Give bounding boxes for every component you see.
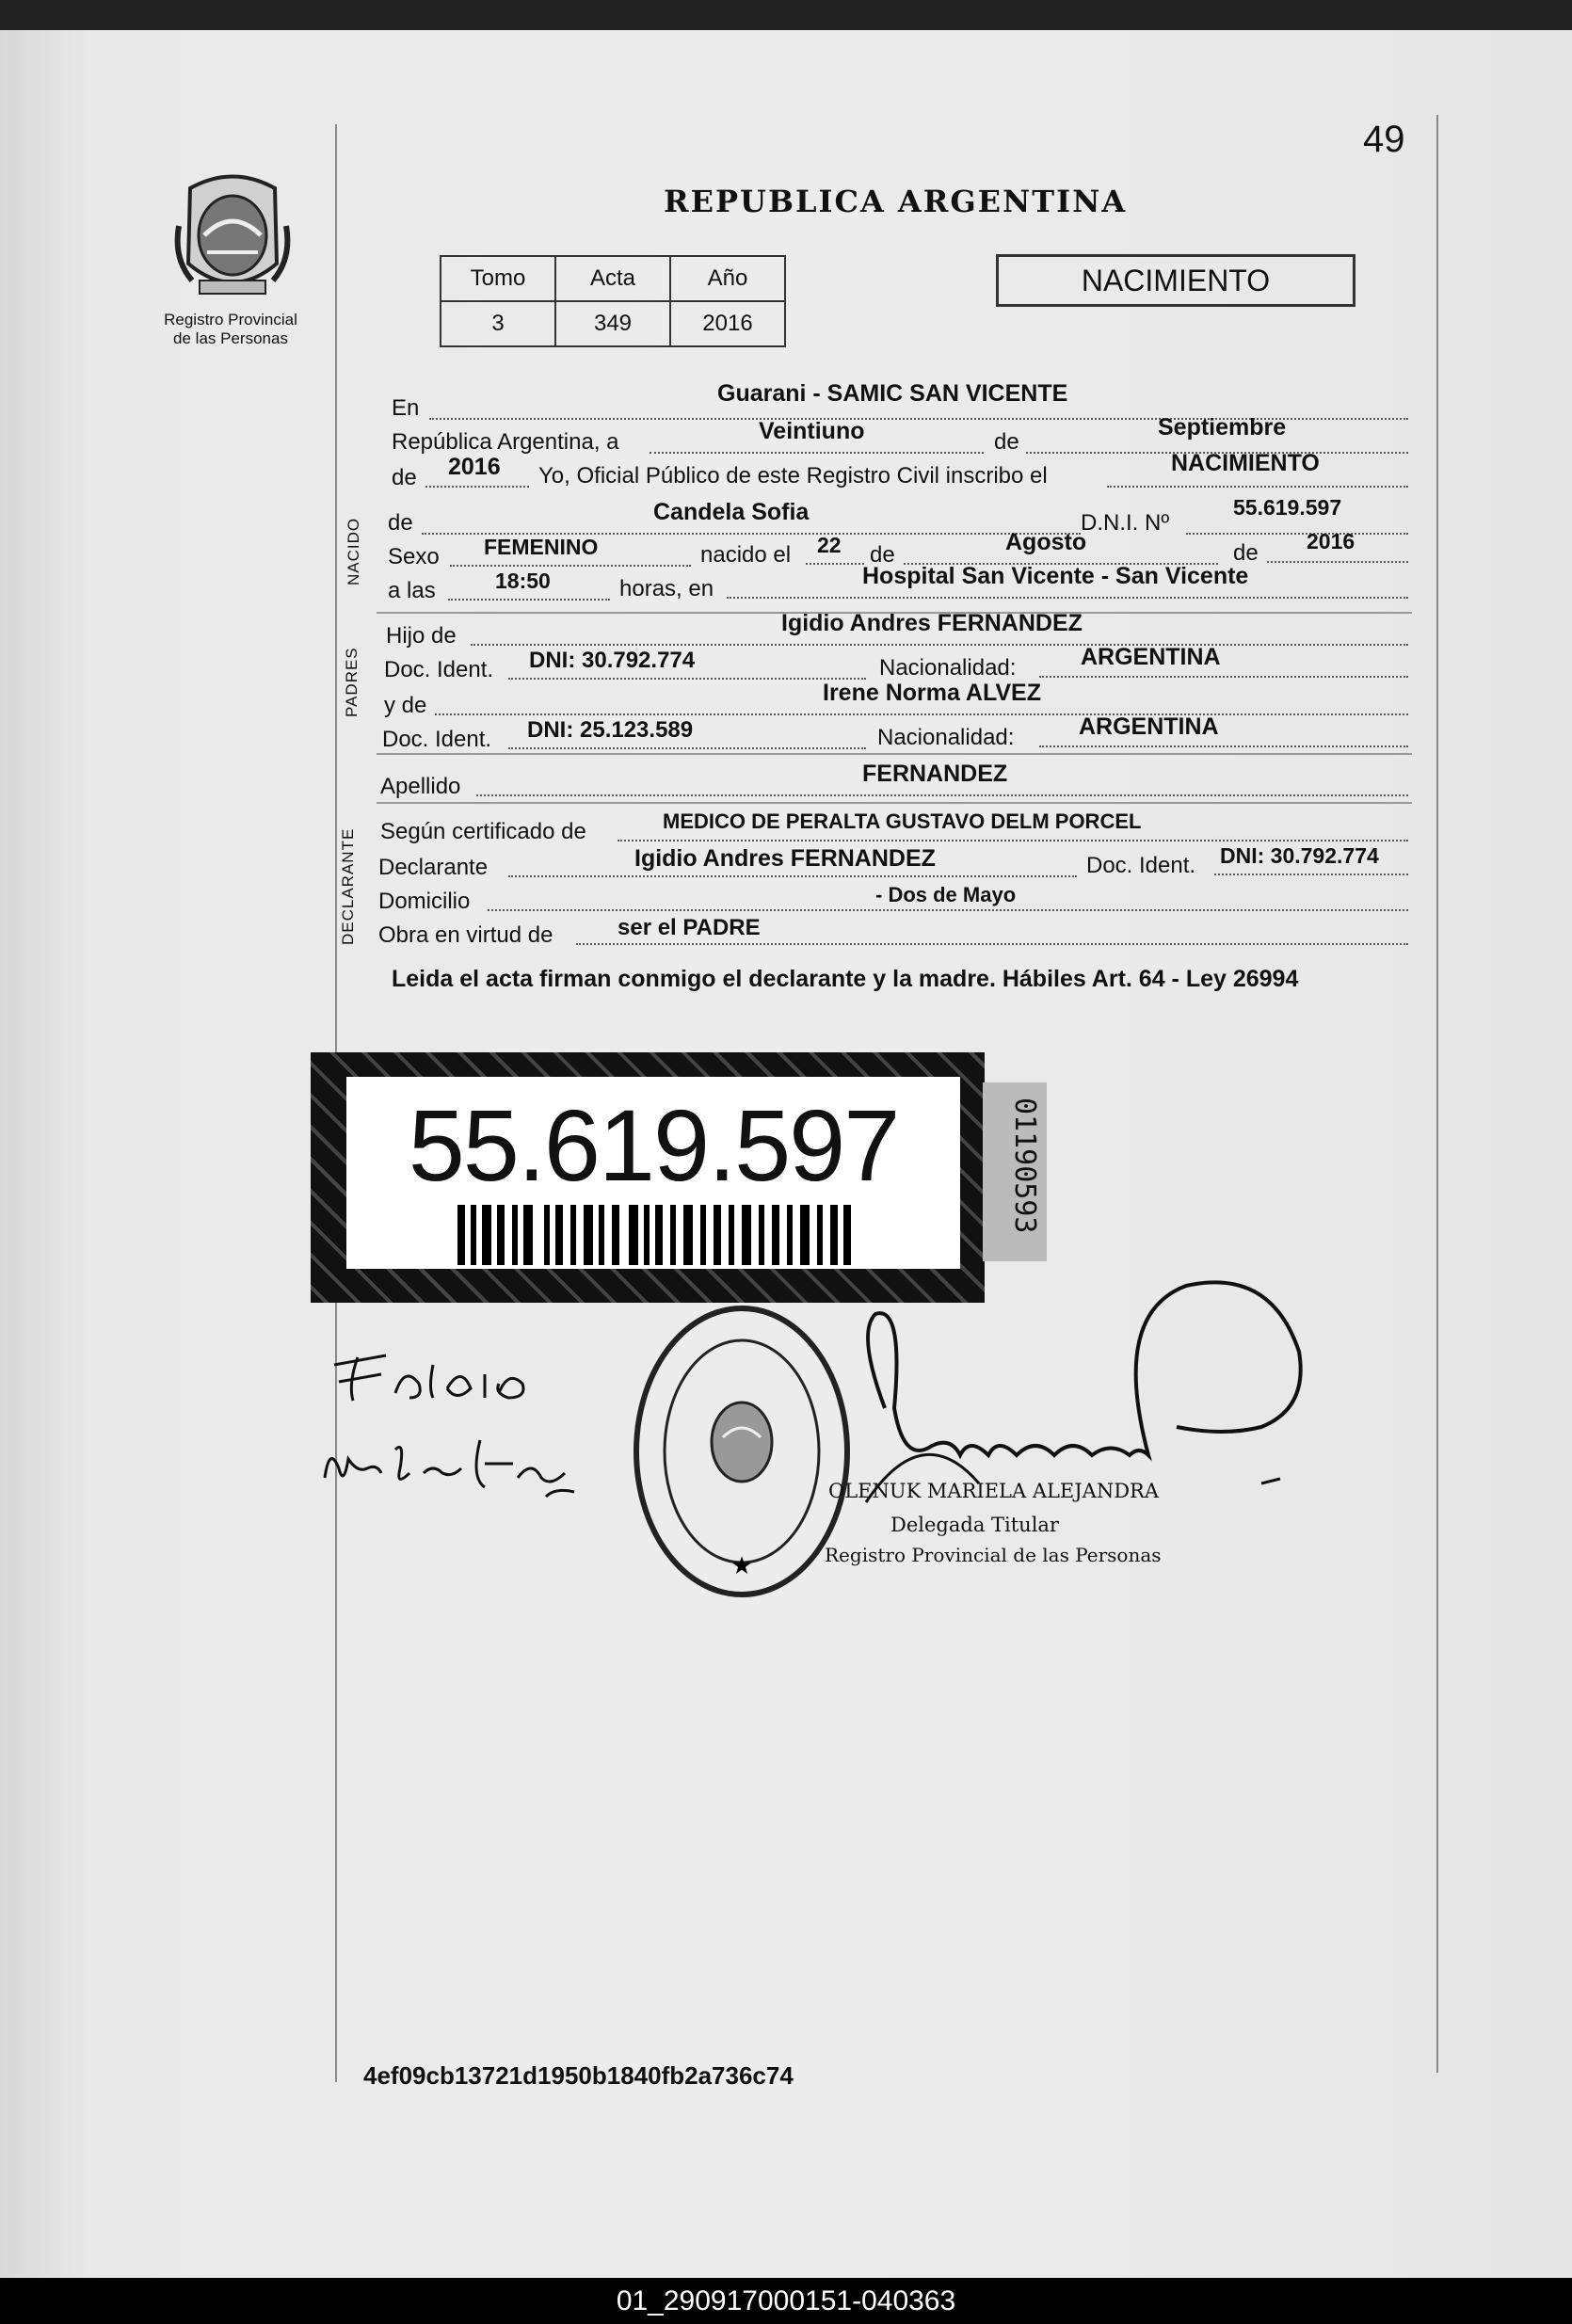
label-dni: D.N.I. Nº [1081,510,1170,536]
field-line [1039,676,1408,678]
barcode-bars-icon [457,1205,853,1265]
value-madre-nac: ARGENTINA [1079,713,1219,740]
value-tomo: 3 [441,301,555,346]
header-acta: Acta [555,256,670,301]
label-doc-madre: Doc. Ident. [382,727,492,752]
field-line [806,563,864,565]
label-a-las: a las [388,578,436,603]
field-line [471,644,1408,646]
label-domicilio: Domicilio [378,889,471,914]
page-number: 49 [1363,119,1405,160]
section-divider [377,802,1412,804]
field-line [576,943,1408,945]
label-y-de: y de [384,693,427,718]
label-en: En [392,395,420,421]
side-label-padres: PADRES [343,647,361,717]
label-de: de [392,465,417,490]
value-nac-mes: Agosto [1005,529,1087,555]
section-divider [377,753,1412,755]
barcode-dni-number: 55.619.597 [408,1088,899,1202]
label-horas-en: horas, en [619,576,714,601]
field-line [508,875,1077,877]
value-acta: 349 [555,301,670,346]
caption-line-1: Registro Provincial [164,311,297,329]
field-line [1186,533,1408,535]
label-segun: Según certificado de [380,819,586,844]
official-office: Registro Provincial de las Personas [825,1544,1162,1566]
value-padre-doc: DNI: 30.792.774 [529,648,696,673]
field-line [727,597,1408,599]
value-nombre: Candela Sofia [653,499,810,525]
value-madre: Irene Norma ALVEZ [823,680,1041,706]
header-tomo: Tomo [441,256,555,301]
official-role: Delegada Titular [890,1514,1059,1536]
mother-signature-icon [320,1431,584,1506]
field-line [1267,561,1408,563]
label-de: de [994,429,1019,455]
value-sexo: FEMENINO [484,535,599,559]
value-nac-dia: 22 [817,533,842,557]
label-doc-padre: Doc. Ident. [384,657,494,682]
label-sexo: Sexo [388,544,440,569]
field-line [1039,745,1408,747]
scan-top-border [0,0,1572,30]
value-apellido: FERNANDEZ [862,761,1008,787]
field-line [508,678,866,680]
side-label-nacido: NACIDO [345,517,362,585]
label-nacido-el: nacido el [700,542,792,568]
document-hash: 4ef09cb13721d1950b1840fb2a736c74 [363,2061,794,2090]
label-declarante: Declarante [378,855,489,880]
field-line [448,599,610,601]
value-lugar-nac: Hospital San Vicente - San Vicente [862,563,1249,589]
label-republica: República Argentina, a [392,429,619,455]
label-nac-madre: Nacionalidad: [877,725,1015,750]
dni-barcode-label [311,1052,985,1303]
value-padre-nac: ARGENTINA [1081,644,1221,670]
value-declarante-doc: DNI: 30.792.774 [1220,843,1379,868]
father-signature-icon [329,1346,555,1412]
label-de-nombre: de [388,510,413,536]
value-declarante: Igidio Andres FERNANDEZ [634,845,936,872]
field-line [488,909,1408,911]
field-line [425,486,529,488]
caption-line-2: de las Personas [173,329,288,347]
value-mes: Septiembre [1158,414,1287,441]
right-margin-line [1436,115,1438,2073]
field-line [1214,874,1408,875]
field-line [450,565,691,567]
value-nac-anio: 2016 [1307,529,1355,553]
closing-statement: Leida el acta firman conmigo el declarante y la madre. Hábiles Art. 64 - Ley 26994 [392,966,1299,992]
record-type-box: NACIMIENTO [996,254,1355,307]
field-line [1107,486,1408,488]
value-acto: NACIMIENTO [1171,450,1320,476]
document-title: REPUBLICA ARGENTINA [664,184,1128,219]
province-seal-icon [171,169,294,301]
value-anio: 2016 [448,454,501,480]
value-dni: 55.619.597 [1233,495,1342,520]
value-lugar: Guarani - SAMIC SAN VICENTE [717,380,1068,407]
registry-stamp-icon [631,1301,853,1602]
registry-caption [141,311,320,348]
barcode-serial: 01190593 [1008,1098,1041,1234]
label-obra: Obra en virtud de [378,922,553,948]
value-domicilio: - Dos de Mayo [875,883,1017,906]
value-dia: Veintiuno [759,418,865,444]
tomo-acta-table [440,255,786,347]
value-anio: 2016 [670,301,785,346]
side-label-declarante: DECLARANTE [339,827,357,945]
field-line [650,452,984,454]
scan-footer-id: 01_290917000151-040363 [0,2278,1572,2324]
label-doc-declarante: Doc. Ident. [1086,853,1196,878]
barcode-card [346,1077,960,1269]
label-de-anio: de [1233,540,1259,566]
label-nac-padre: Nacionalidad: [879,655,1017,681]
label-de-mes: de [870,542,895,568]
value-virtud: ser el PADRE [618,915,761,940]
label-yo: Yo, Oficial Público de este Registro Civil inscribo el [538,463,1048,489]
field-line [435,713,1408,715]
header-anio: Año [670,256,785,301]
value-certificado: MEDICO DE PERALTA GUSTAVO DELM PORCEL [663,809,1142,833]
label-hijo-de: Hijo de [386,623,457,649]
field-line [476,794,1408,796]
field-line [508,747,866,749]
svg-text:★: ★ [730,1552,753,1580]
field-line [618,840,1408,841]
value-madre-doc: DNI: 25.123.589 [527,717,694,743]
value-padre: Igidio Andres FERNANDEZ [781,610,1083,636]
official-name: OLENUK MARIELA ALEJANDRA [828,1480,1160,1502]
label-apellido: Apellido [380,774,461,799]
barcode-serial-tab [983,1082,1047,1261]
value-hora: 18:50 [495,569,551,593]
